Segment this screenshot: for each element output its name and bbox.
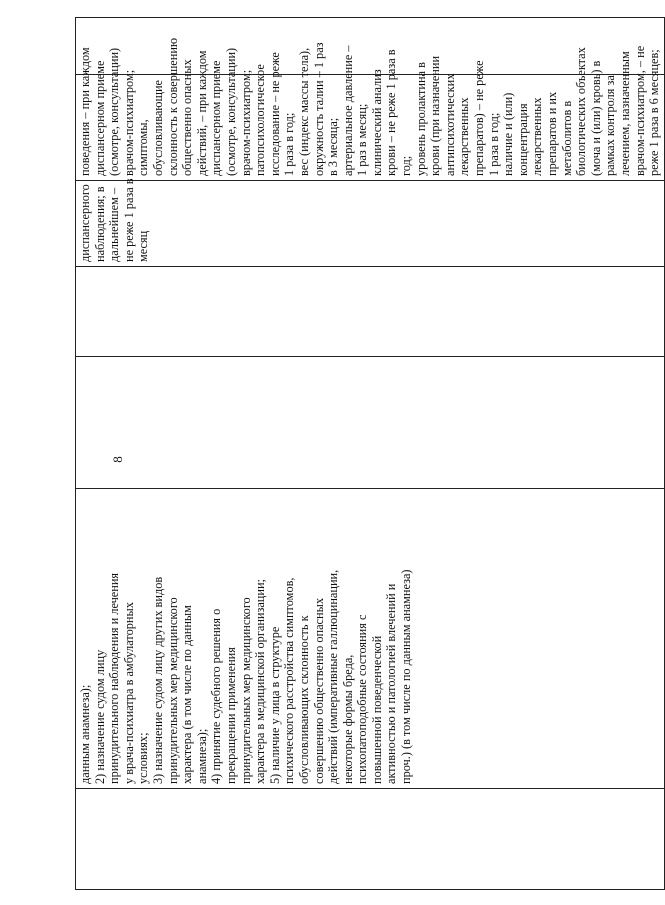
cell-text-line: наблюдения; в bbox=[92, 186, 107, 262]
cell-text-line: (осмотре, консультации) bbox=[223, 47, 238, 176]
cell-text-line: условиях; bbox=[136, 732, 151, 784]
cell-text-line: анамнеза); bbox=[194, 728, 209, 784]
cell-text-line: совершению общественно опасных bbox=[311, 598, 326, 784]
cell-text-line: дальнейшем – bbox=[107, 187, 122, 262]
cell-text-line: принудительного наблюдения и лечения bbox=[107, 572, 122, 784]
cell-text-line: диспансерного bbox=[78, 184, 92, 262]
cell-text-line: поведения – при каждом bbox=[78, 47, 92, 176]
cell-text-line: антипсихотических bbox=[442, 73, 457, 176]
cell-text-line: окружность талии – 1 раз bbox=[311, 42, 326, 176]
cell-text-line: 5) наличие у лица в структуре bbox=[267, 626, 282, 784]
cell-text-line: некоторые формы бреда, bbox=[340, 654, 355, 784]
cell-text-line: 1 раза в год; bbox=[486, 112, 501, 176]
cell-text-line: врачом-психиатром; bbox=[238, 69, 253, 176]
cell-text-line: крови (при назначении bbox=[428, 55, 443, 176]
cell-col3 bbox=[76, 357, 665, 489]
cell-text-line: 1 раза в год; bbox=[282, 112, 297, 176]
cell-text-line: общественно опасных bbox=[180, 59, 195, 176]
cell-text-line: лекарственных bbox=[457, 97, 472, 176]
cell-text-line: 4) принятие судебного решения о bbox=[209, 608, 224, 784]
cell-text-line: препаратов) – не реже bbox=[472, 60, 487, 176]
cell-col1 bbox=[76, 789, 665, 890]
cell-text-line: наличие и (или) bbox=[501, 92, 516, 176]
cell-text-line: не реже 1 раза в bbox=[121, 178, 136, 262]
cell-text-line: данным анамнеза); bbox=[78, 684, 92, 784]
cell-text-line: реже 1 раза в 6 месяцев; bbox=[647, 49, 662, 176]
cell-text-line: характера (в том числе по данным bbox=[180, 605, 195, 784]
cell-text-line: лечением, назначенным bbox=[617, 51, 632, 176]
cell-text-line: психического расстройства симптомов, bbox=[282, 577, 297, 784]
cell-text-line: патопсихологическое bbox=[253, 64, 268, 176]
cell-text-line: в 3 месяца; bbox=[326, 117, 341, 176]
cell-text-line: метаболитов в bbox=[559, 100, 574, 176]
cell-text-line: 1 раз в месяц; bbox=[355, 103, 370, 176]
cell-text-line: обусловливающих склонность к bbox=[296, 615, 311, 784]
cell-col2 bbox=[76, 489, 665, 789]
cell-text-line: у врача-психиатра в амбулаторных bbox=[121, 602, 136, 784]
cell-text-line: вес (индекс массы тела), bbox=[296, 47, 311, 176]
cell-text-line: исследование – не реже bbox=[267, 52, 282, 176]
cell-col5-text bbox=[78, 178, 151, 262]
cell-text-line: проч.) (в том числе по данным анамнеза) bbox=[399, 569, 414, 784]
document-table bbox=[75, 17, 665, 890]
cell-text-line: (моча и (или) кровь) в bbox=[588, 60, 603, 176]
page-number: 8 bbox=[109, 456, 125, 463]
cell-col6 bbox=[76, 37, 665, 181]
table-row bbox=[76, 18, 665, 890]
cell-text-line: диспансерном приеме bbox=[92, 60, 107, 176]
cell-text-line: месяц bbox=[136, 230, 151, 262]
cell-text-line: действий (императивные галлюцинации, bbox=[326, 569, 341, 784]
cell-text-line: принудительных мер медицинского bbox=[238, 597, 253, 784]
cell-text-line: рамках контроля за bbox=[603, 75, 618, 176]
cell-text-line: симптомы, bbox=[136, 119, 151, 176]
cell-text-line: лекарственных bbox=[530, 97, 545, 176]
cell-text-line: повышенной поведенческой bbox=[369, 635, 384, 784]
cell-text-line: 3) назначение судом лицу других видов bbox=[150, 576, 165, 784]
cell-col2-text bbox=[78, 493, 414, 784]
cell-col5 bbox=[76, 178, 665, 267]
cell-col6-text bbox=[78, 37, 662, 176]
cell-text-line: врачом-психиатром, – не bbox=[632, 45, 647, 176]
cell-col4 bbox=[76, 267, 665, 357]
cell-text-line: принудительных мер медицинского bbox=[165, 597, 180, 784]
cell-text-line: врачом-психиатром; bbox=[121, 69, 136, 176]
cell-text-line: уровень пролактина в bbox=[413, 62, 428, 176]
cell-text-line: биологических объектах bbox=[574, 47, 589, 176]
cell-text-line: крови – не реже 1 раза в bbox=[384, 49, 399, 176]
cell-text-line: 2) назначение судом лицу bbox=[92, 649, 107, 784]
cell-text-line: действий, – при каждом bbox=[194, 50, 209, 176]
cell-text-line: характера в медицинской организации; bbox=[253, 579, 268, 784]
cell-text-line: склонность к совершению bbox=[165, 37, 180, 176]
cell-text-line: прекращении применения bbox=[223, 647, 238, 784]
cell-text-line: год; bbox=[399, 155, 414, 176]
cell-text-line: обусловливающие bbox=[150, 80, 165, 176]
document-table-rotated bbox=[75, 18, 662, 890]
cell-text-line: препаратов и их bbox=[545, 91, 559, 176]
cell-text-line: (осмотре, консультации) bbox=[107, 47, 122, 176]
cell-text-line: клинический анализ bbox=[369, 69, 384, 176]
cell-text-line: активностью и патологией влечений и bbox=[384, 583, 399, 784]
cell-text-line: диспансерном приеме bbox=[209, 60, 224, 176]
cell-text-line: артериальное давление – bbox=[340, 45, 355, 176]
cell-text-line: концентрация bbox=[515, 103, 530, 176]
cell-text-line: психопатоподобные состояния с bbox=[355, 614, 370, 784]
